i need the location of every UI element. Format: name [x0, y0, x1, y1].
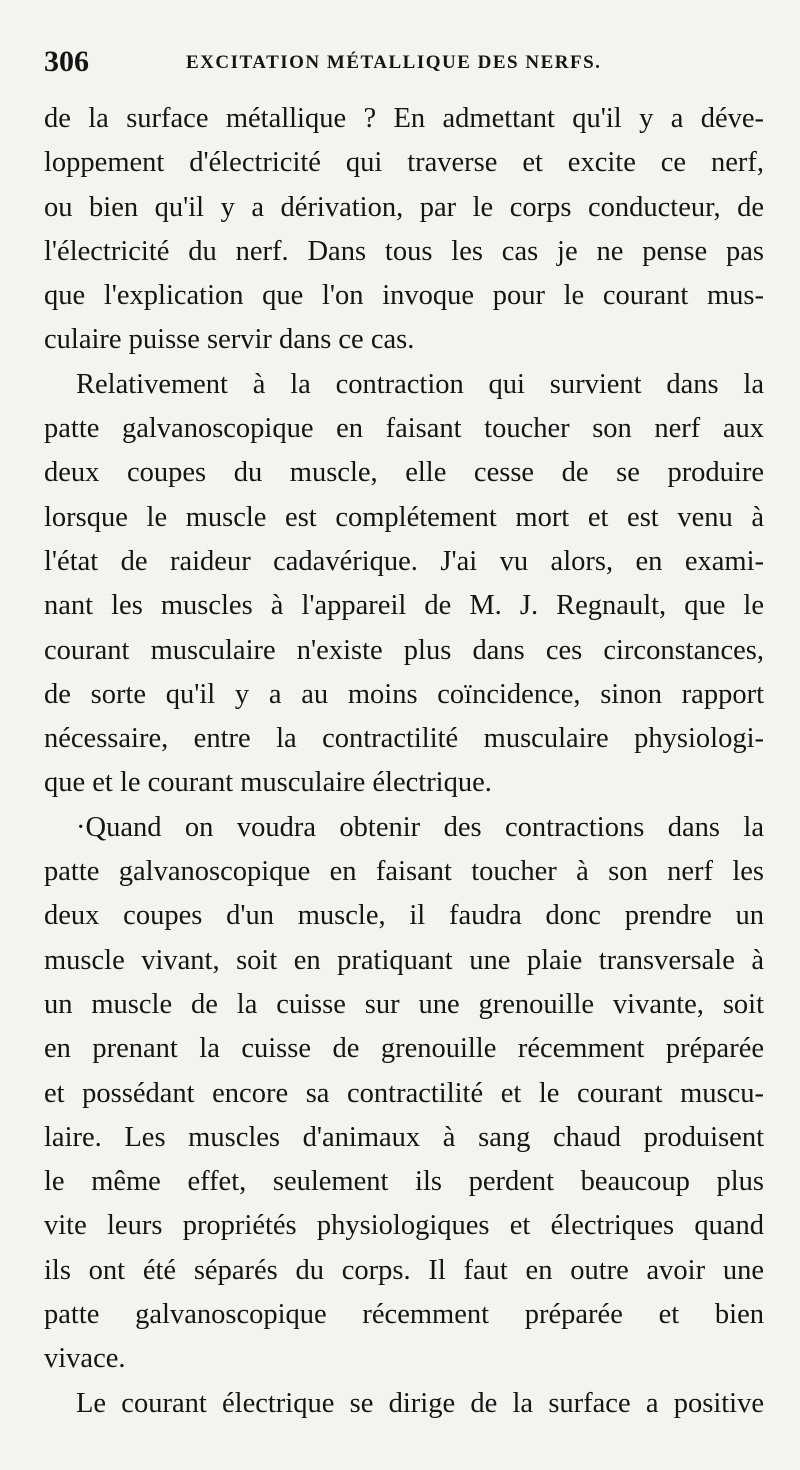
text-line: de sorte qu'il y a au moins coïncidence, sinon rapport [44, 678, 764, 710]
page-number: 306 [44, 45, 89, 78]
text-line: ils ont été séparés du corps. Il faut en outre avoir une [44, 1254, 764, 1286]
text-line: que l'explication que l'on invoque pour le courant mus- [44, 280, 764, 312]
text-line: l'état de raideur cadavérique. J'ai vu alors, en exami- [44, 545, 764, 577]
text-line: lorsque le muscle est complétement mort et est venu à [44, 501, 764, 533]
body-text [44, 97, 764, 1447]
text-line: nant les muscles à l'appareil de M. J. Regnault, que le [44, 590, 764, 622]
text-line: ou bien qu'il y a dérivation, par le corps conducteur, de [44, 191, 764, 223]
text-line: patte galvanoscopique récemment préparée et bien [44, 1299, 764, 1331]
text-line: et possédant encore sa contractilité et le courant muscu- [44, 1077, 764, 1109]
text-line: deux coupes d'un muscle, il faudra donc prendre un [44, 900, 764, 932]
text-line: Le courant électrique se dirige de la surface a positive [76, 1387, 764, 1419]
running-title: EXCITATION MÉTALLIQUE DES NERFS. [186, 52, 602, 73]
text-line: culaire puisse servir dans ce cas. [44, 324, 415, 356]
text-line: loppement d'électricité qui traverse et excite ce nerf, [44, 147, 764, 179]
text-line: Relativement à la contraction qui survient dans la [76, 368, 764, 400]
text-line: muscle vivant, soit en pratiquant une plaie transversale à [44, 944, 764, 976]
text-line: vite leurs propriétés physiologiques et électriques quand [44, 1210, 764, 1242]
text-line: patte galvanoscopique en faisant toucher à son nerf les [44, 856, 764, 888]
text-line: de la surface métallique ? En admettant qu'il y a déve- [44, 103, 764, 134]
text-line: nécessaire, entre la contractilité musculaire physiologi- [44, 723, 764, 755]
text-line: que et le courant musculaire électrique. [44, 767, 492, 799]
running-head [44, 42, 764, 82]
text-line: patte galvanoscopique en faisant toucher son nerf aux [44, 413, 764, 445]
text-line: courant musculaire n'existe plus dans ces circonstances, [44, 634, 764, 666]
text-line: le même effet, seulement ils perdent beaucoup plus [44, 1166, 764, 1198]
text-line: ·Quand on voudra obtenir des contractions dans la [76, 811, 764, 843]
text-line: en prenant la cuisse de grenouille récemment préparée [44, 1033, 764, 1065]
text-line: laire. Les muscles d'animaux à sang chaud produisent [44, 1121, 764, 1153]
text-line: vivace. [44, 1343, 126, 1375]
text-line: un muscle de la cuisse sur une grenouille vivante, soit [44, 988, 764, 1020]
text-line: deux coupes du muscle, elle cesse de se produire [44, 457, 764, 489]
text-line: l'électricité du nerf. Dans tous les cas je ne pense pas [44, 235, 764, 267]
